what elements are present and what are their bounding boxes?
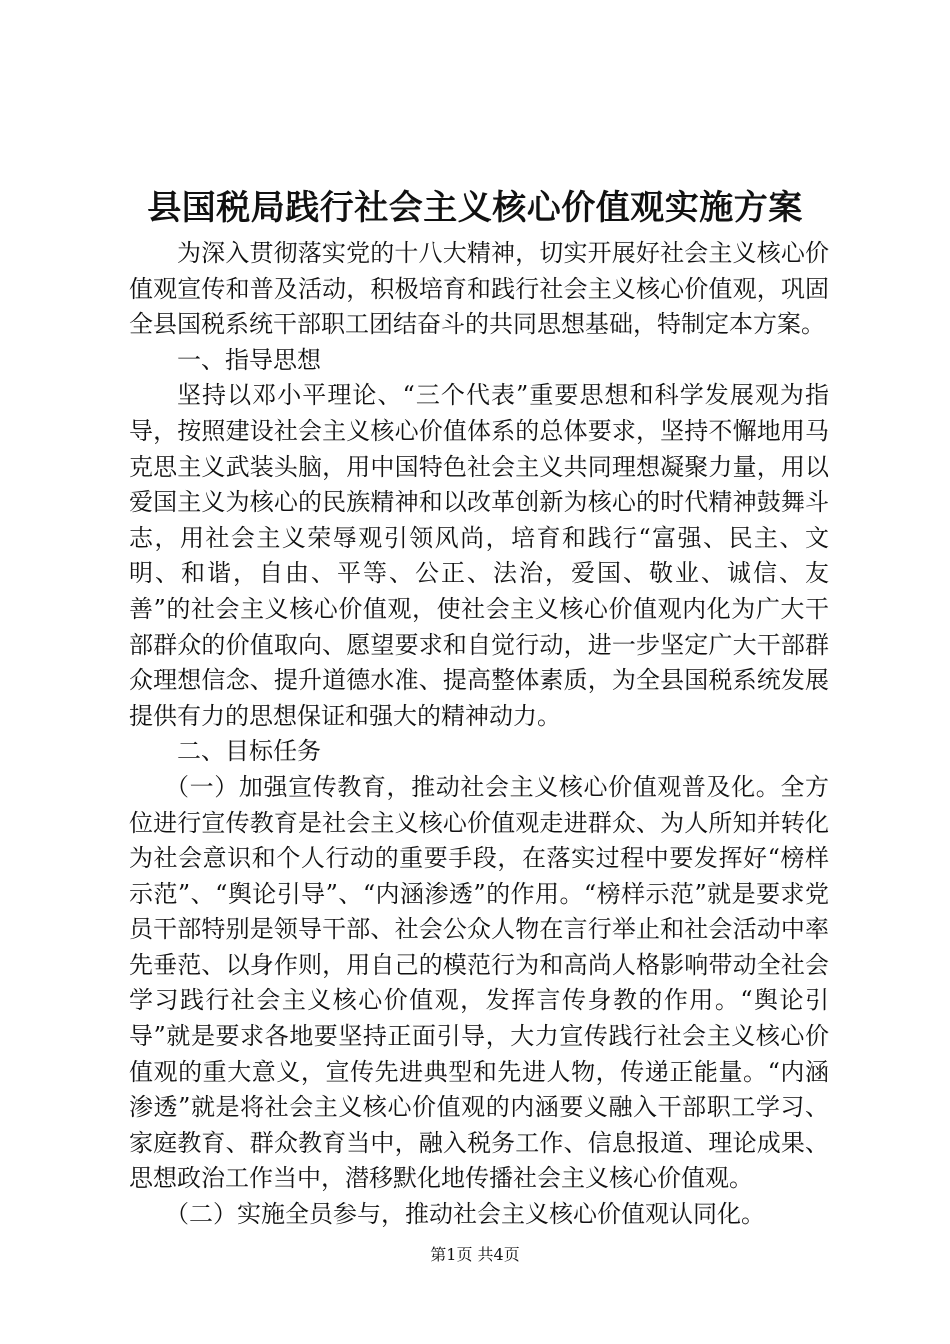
document-title: 县国税局践行社会主义核心价值观实施方案 xyxy=(147,188,803,228)
guiding-thought-paragraph: 坚持以邓小平理论、“三个代表”重要思想和科学发展观为指导，按照建设社会主义核心价值体系的总体要求，坚持不懈地用马克思主义武装头脑，用中国特色社会主义共同理想凝聚力量，用以爱国主义为核心的民族精神和以改革创新为核心的时代精神鼓舞斗志，用社会主义荣辱观引领风尚，培育和践行“富强、民主、文明、和谐，自由、平等、公正、法治，爱国、敬业、诚信、友善”的社会主义核心价值观，使社会主义核心价值观内化为广大干部群众的价值取向、愿望要求和自觉行动，进一步坚定广大干部群众理想信念、提升道德水准、提高整体素质，为全县国税系统发展提供有力的思想保证和强大的精神动力。 xyxy=(129,381,829,730)
section-heading-guiding-thought: 一、指导思想 xyxy=(177,345,321,374)
page-number-footer: 第1页 共4页 xyxy=(430,1245,520,1264)
task-two-paragraph: （二）实施全员参与，推动社会主义核心价值观认同化。 xyxy=(165,1200,765,1229)
section-heading-goals-tasks: 二、目标任务 xyxy=(177,737,321,766)
intro-paragraph: 为深入贯彻落实党的十八大精神，切实开展好社会主义核心价值观宣传和普及活动，积极培育和践行社会主义核心价值观，巩固全县国税系统干部职工团结奋斗的共同思想基础，特制定本方案。 xyxy=(129,239,829,339)
document-body xyxy=(129,236,829,1233)
task-one-paragraph: （一）加强宣传教育，推动社会主义核心价值观普及化。全方位进行宣传教育是社会主义核心价值观走进群众、为人所知并转化为社会意识和个人行动的重要手段，在落实过程中要发挥好“榜样示范”、“舆论引导”、“内涵渗透”的作用。“榜样示范”就是要求党员干部特别是领导干部、社会公众人物在言行举止和社会活动中率先垂范、以身作则，用自己的模范行为和高尚人格影响带动全社会学习践行社会主义核心价值观，发挥言传身教的作用。“舆论引导”就是要求各地要坚持正面引导，大力宣传践行社会主义核心价值观的重大意义，宣传先进典型和先进人物，传递正能量。“内涵渗透”就是将社会主义核心价值观的内涵要义融入干部职工学习、家庭教育、群众教育当中，融入税务工作、信息报道、理论成果、思想政治工作当中，潜移默化地传播社会主义核心价值观。 xyxy=(129,772,829,1193)
